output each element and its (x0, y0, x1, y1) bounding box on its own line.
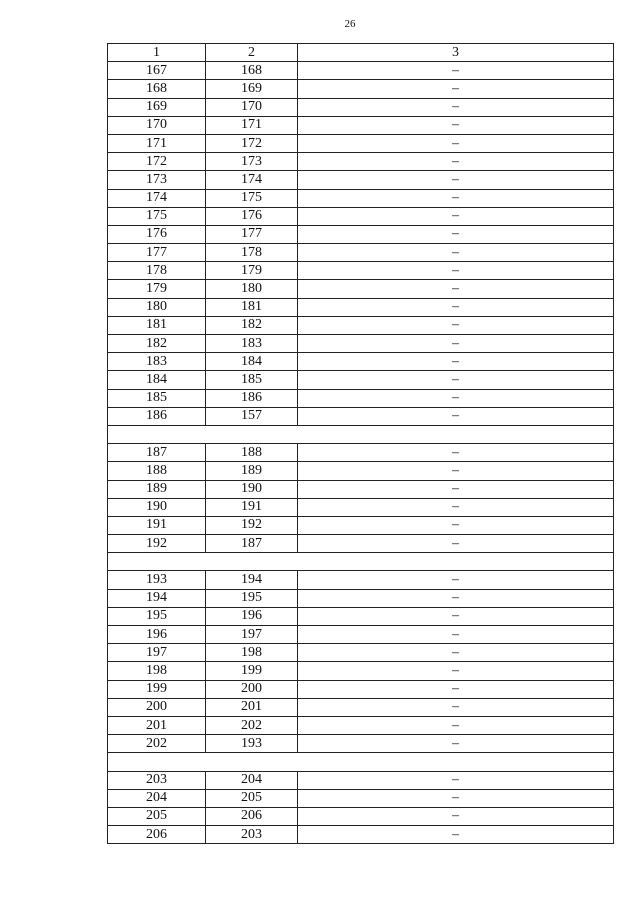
table-row (108, 771, 614, 789)
table-row (108, 134, 614, 152)
table-cell-col-1: 196 (108, 626, 206, 644)
table-cell-col-2: 187 (206, 535, 298, 553)
table-cell-col-2: 183 (206, 335, 298, 353)
table-cell-col-2: 195 (206, 589, 298, 607)
table-cell-col-2: 189 (206, 462, 298, 480)
table-cell-col-2: 191 (206, 498, 298, 516)
column-header-3: 3 (298, 44, 614, 62)
table-cell-col-3: – (298, 444, 614, 462)
table-cell-col-1: 171 (108, 134, 206, 152)
table-cell-col-3: – (298, 389, 614, 407)
table-row (108, 244, 614, 262)
column-header-2: 2 (206, 44, 298, 62)
table-row (108, 480, 614, 498)
table-cell-col-1: 174 (108, 189, 206, 207)
table-cell-col-1: 206 (108, 826, 206, 844)
table-cell-col-3: – (298, 280, 614, 298)
table-cell-col-1: 180 (108, 298, 206, 316)
column-header-1: 1 (108, 44, 206, 62)
table-cell-col-2: 198 (206, 644, 298, 662)
table-cell-col-2: 171 (206, 116, 298, 134)
table-cell-col-1: 190 (108, 498, 206, 516)
table-row (108, 62, 614, 80)
table-cell-col-1: 175 (108, 207, 206, 225)
table-row (108, 116, 614, 134)
table-row (108, 353, 614, 371)
table-cell-col-3: – (298, 662, 614, 680)
table-cell-col-3: – (298, 644, 614, 662)
table-cell-col-1: 202 (108, 735, 206, 753)
table-row (108, 807, 614, 825)
table-cell-col-3: – (298, 62, 614, 80)
page-number: 26 (344, 18, 356, 30)
table-cell-col-1: 205 (108, 807, 206, 825)
table-cell-col-3: – (298, 335, 614, 353)
table-cell-col-3: – (298, 189, 614, 207)
table-cell-col-2: 172 (206, 134, 298, 152)
table-cell-col-3: – (298, 626, 614, 644)
table-cell-col-3: – (298, 462, 614, 480)
group-separator-cell (108, 425, 614, 443)
table-row (108, 280, 614, 298)
table-cell-col-3: – (298, 407, 614, 425)
table-row (108, 644, 614, 662)
table-cell-col-2: 199 (206, 662, 298, 680)
table-cell-col-1: 184 (108, 371, 206, 389)
table-cell-col-2: 157 (206, 407, 298, 425)
table-row (108, 698, 614, 716)
table-row (108, 262, 614, 280)
table-cell-col-1: 204 (108, 789, 206, 807)
table-cell-col-2: 174 (206, 171, 298, 189)
table-cell-col-1: 170 (108, 116, 206, 134)
table-cell-col-2: 188 (206, 444, 298, 462)
table-row (108, 444, 614, 462)
table-cell-col-3: – (298, 134, 614, 152)
table-cell-col-1: 172 (108, 153, 206, 171)
table-row (108, 589, 614, 607)
table-cell-col-2: 202 (206, 716, 298, 734)
group-separator-cell (108, 753, 614, 771)
table-cell-col-3: – (298, 771, 614, 789)
data-table (107, 43, 614, 844)
table-cell-col-2: 186 (206, 389, 298, 407)
table-row (108, 225, 614, 243)
table-row (108, 735, 614, 753)
table-cell-col-2: 205 (206, 789, 298, 807)
table-cell-col-1: 176 (108, 225, 206, 243)
table-cell-col-1: 198 (108, 662, 206, 680)
table-cell-col-1: 191 (108, 516, 206, 534)
table-cell-col-3: – (298, 353, 614, 371)
table-cell-col-1: 186 (108, 407, 206, 425)
table-cell-col-1: 188 (108, 462, 206, 480)
table-row (108, 462, 614, 480)
table-cell-col-1: 195 (108, 607, 206, 625)
table-cell-col-3: – (298, 589, 614, 607)
table-cell-col-1: 182 (108, 335, 206, 353)
table-row (108, 171, 614, 189)
table-cell-col-2: 196 (206, 607, 298, 625)
table-row (108, 662, 614, 680)
table-row (108, 389, 614, 407)
table-cell-col-2: 170 (206, 98, 298, 116)
table-cell-col-3: – (298, 698, 614, 716)
table-row (108, 826, 614, 844)
table-cell-col-3: – (298, 80, 614, 98)
table-cell-col-2: 203 (206, 826, 298, 844)
table-row (108, 535, 614, 553)
table-cell-col-2: 190 (206, 480, 298, 498)
table-cell-col-2: 201 (206, 698, 298, 716)
table-cell-col-3: – (298, 316, 614, 334)
table-cell-col-1: 167 (108, 62, 206, 80)
table-row (108, 607, 614, 625)
table-cell-col-3: – (298, 789, 614, 807)
table-cell-col-3: – (298, 735, 614, 753)
table-cell-col-2: 175 (206, 189, 298, 207)
table-cell-col-1: 200 (108, 698, 206, 716)
table-cell-col-2: 204 (206, 771, 298, 789)
table-cell-col-2: 193 (206, 735, 298, 753)
table-cell-col-3: – (298, 680, 614, 698)
table-cell-col-1: 177 (108, 244, 206, 262)
table-cell-col-3: – (298, 807, 614, 825)
table-cell-col-1: 168 (108, 80, 206, 98)
table-cell-col-3: – (298, 98, 614, 116)
table-cell-col-3: – (298, 535, 614, 553)
table-row (108, 80, 614, 98)
table-cell-col-1: 169 (108, 98, 206, 116)
group-separator-row (108, 425, 614, 443)
table-cell-col-2: 179 (206, 262, 298, 280)
table-cell-col-3: – (298, 607, 614, 625)
table-cell-col-1: 185 (108, 389, 206, 407)
table-cell-col-2: 178 (206, 244, 298, 262)
table-cell-col-1: 201 (108, 716, 206, 734)
table-cell-col-3: – (298, 826, 614, 844)
table-cell-col-3: – (298, 716, 614, 734)
table-cell-col-3: – (298, 498, 614, 516)
table-cell-col-2: 194 (206, 571, 298, 589)
table-row (108, 98, 614, 116)
group-separator-cell (108, 553, 614, 571)
table-body (108, 62, 614, 844)
table-cell-col-3: – (298, 116, 614, 134)
table-cell-col-2: 185 (206, 371, 298, 389)
table-cell-col-3: – (298, 262, 614, 280)
table-cell-col-1: 199 (108, 680, 206, 698)
table-cell-col-2: 168 (206, 62, 298, 80)
table-cell-col-2: 200 (206, 680, 298, 698)
table-row (108, 335, 614, 353)
table-cell-col-3: – (298, 516, 614, 534)
table-cell-col-3: – (298, 171, 614, 189)
table-cell-col-2: 192 (206, 516, 298, 534)
table-row (108, 316, 614, 334)
table-row (108, 407, 614, 425)
table-cell-col-3: – (298, 480, 614, 498)
table-cell-col-1: 203 (108, 771, 206, 789)
table-cell-col-2: 173 (206, 153, 298, 171)
table-cell-col-1: 181 (108, 316, 206, 334)
table-header-row (108, 44, 614, 62)
table-cell-col-3: – (298, 298, 614, 316)
table-cell-col-2: 180 (206, 280, 298, 298)
table-cell-col-1: 192 (108, 535, 206, 553)
table-cell-col-2: 182 (206, 316, 298, 334)
table-cell-col-2: 197 (206, 626, 298, 644)
data-table-container (107, 43, 614, 844)
table-row (108, 371, 614, 389)
table-row (108, 189, 614, 207)
table-row (108, 207, 614, 225)
table-cell-col-2: 184 (206, 353, 298, 371)
table-cell-col-2: 176 (206, 207, 298, 225)
group-separator-row (108, 753, 614, 771)
table-cell-col-1: 187 (108, 444, 206, 462)
table-row (108, 298, 614, 316)
table-row (108, 571, 614, 589)
table-row (108, 716, 614, 734)
table-cell-col-3: – (298, 153, 614, 171)
table-row (108, 626, 614, 644)
table-cell-col-1: 173 (108, 171, 206, 189)
table-row (108, 789, 614, 807)
table-cell-col-1: 194 (108, 589, 206, 607)
table-row (108, 516, 614, 534)
table-row (108, 153, 614, 171)
group-separator-row (108, 553, 614, 571)
table-cell-col-1: 178 (108, 262, 206, 280)
table-cell-col-1: 197 (108, 644, 206, 662)
table-cell-col-1: 179 (108, 280, 206, 298)
table-row (108, 680, 614, 698)
table-cell-col-2: 177 (206, 225, 298, 243)
table-cell-col-2: 169 (206, 80, 298, 98)
table-cell-col-2: 206 (206, 807, 298, 825)
table-cell-col-3: – (298, 571, 614, 589)
table-cell-col-3: – (298, 225, 614, 243)
table-row (108, 498, 614, 516)
table-cell-col-3: – (298, 371, 614, 389)
table-cell-col-3: – (298, 207, 614, 225)
table-cell-col-1: 183 (108, 353, 206, 371)
table-cell-col-2: 181 (206, 298, 298, 316)
table-cell-col-3: – (298, 244, 614, 262)
table-cell-col-1: 193 (108, 571, 206, 589)
table-cell-col-1: 189 (108, 480, 206, 498)
